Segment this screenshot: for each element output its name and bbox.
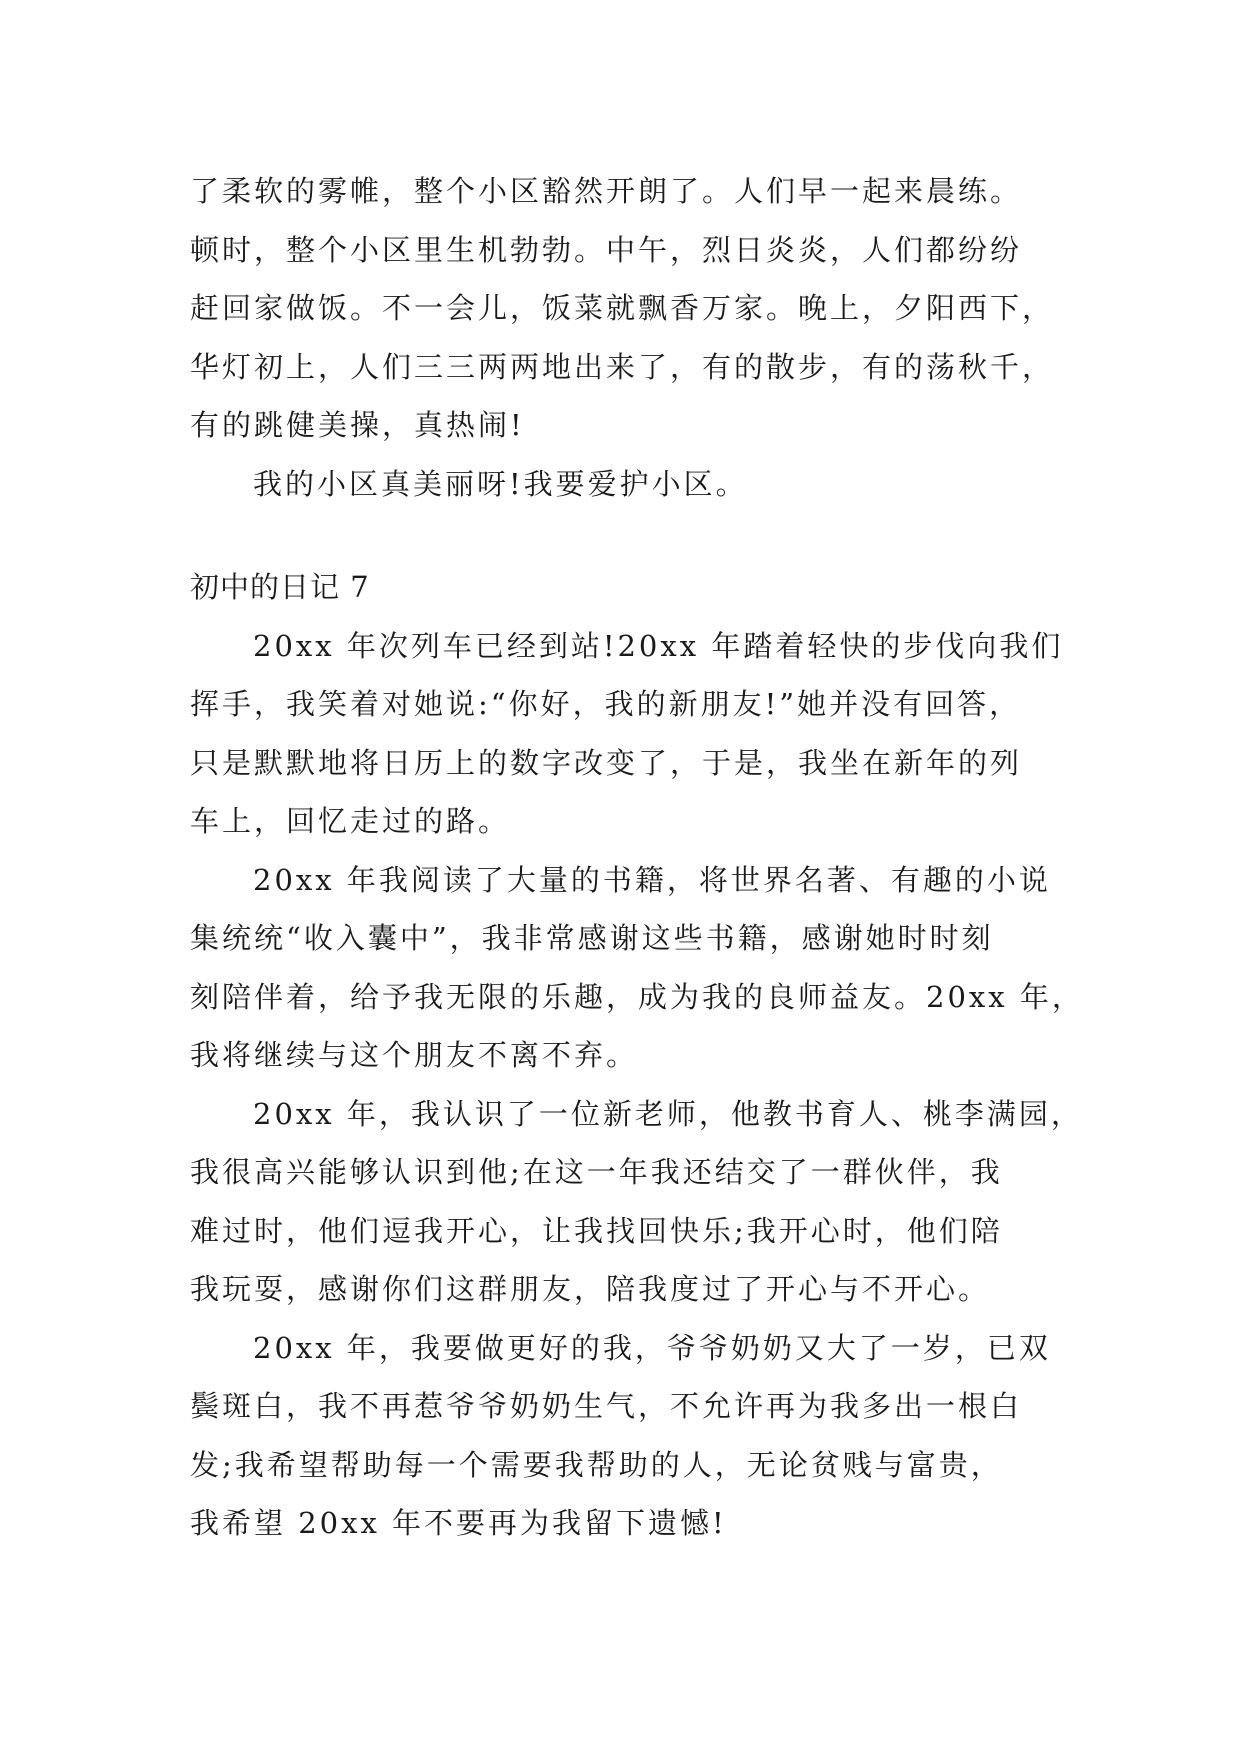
text-line: 刻陪伴着，给予我无限的乐趣，成为我的良师益友。20xx 年， [190, 979, 1084, 1014]
text-line: 挥手，我笑着对她说:“你好，我的新朋友!”她并没有回答， [190, 687, 1022, 721]
text-line: 集统统“收入囊中”，我非常感谢这些书籍，感谢她时时刻 [190, 921, 994, 955]
text-line: 有的跳健美操，真热闹! [190, 408, 525, 442]
text-line: 只是默默地将日历上的数字改变了，于是，我坐在新年的列 [190, 745, 1023, 780]
text-line: 我玩耍，感谢你们这群朋友，陪我度过了开心与不开心。 [190, 1272, 991, 1306]
paragraph-2 [190, 851, 1084, 1085]
closing-sentence: 我的小区真美丽呀!我要爱护小区。 [253, 466, 748, 501]
diary-title: 初中的日记 7 [190, 570, 370, 604]
text-line: 顿时，整个小区里生机勃勃。中午，烈日炎炎，人们都纷纷 [190, 232, 1023, 267]
text-line: 20xx 年我阅读了大量的书籍，将世界名著、有趣的小说 [253, 862, 1051, 897]
text-line: 发;我希望帮助每一个需要我帮助的人，无论贫贱与富贵， [190, 1447, 1003, 1482]
text-line: 了柔软的雾帷，整个小区豁然开朗了。人们早一起来晨练。 [190, 174, 1023, 208]
text-line: 车上，回忆走过的路。 [190, 804, 511, 838]
paragraph-4 [190, 1319, 1070, 1553]
text-line: 20xx 年，我要做更好的我，爷爷奶奶又大了一岁，已双 [253, 1330, 1051, 1365]
text-line: 难过时，他们逗我开心，让我找回快乐;我开心时，他们陪 [190, 1213, 1003, 1248]
document-body [190, 162, 1084, 1553]
text-line: 我将继续与这个朋友不离不弃。 [190, 1038, 639, 1072]
text-line: 赶回家做饭。不一会儿，饭菜就飘香万家。晚上，夕阳西下， [190, 291, 1055, 325]
text-line: 华灯初上，人们三三两两地出来了，有的散步，有的荡秋千， [190, 349, 1055, 384]
text-line: 我希望 20xx 年不要再为我留下遗憾! [190, 1506, 727, 1540]
text-line: 20xx 年次列车已经到站!20xx 年踏着轻快的步伐向我们 [253, 628, 1064, 663]
paragraph-1 [190, 617, 1070, 851]
text-line: 我很高兴能够认识到他;在这一年我还结交了一群伙伴，我 [190, 1155, 1003, 1189]
section-community [190, 162, 1070, 513]
text-line: 20xx 年，我认识了一位新老师，他教书育人、桃李满园， [253, 1096, 1083, 1131]
text-line: 鬓斑白，我不再惹爷爷奶奶生气，不允许再为我多出一根白 [190, 1389, 1023, 1423]
paragraph-3 [190, 1085, 1083, 1319]
